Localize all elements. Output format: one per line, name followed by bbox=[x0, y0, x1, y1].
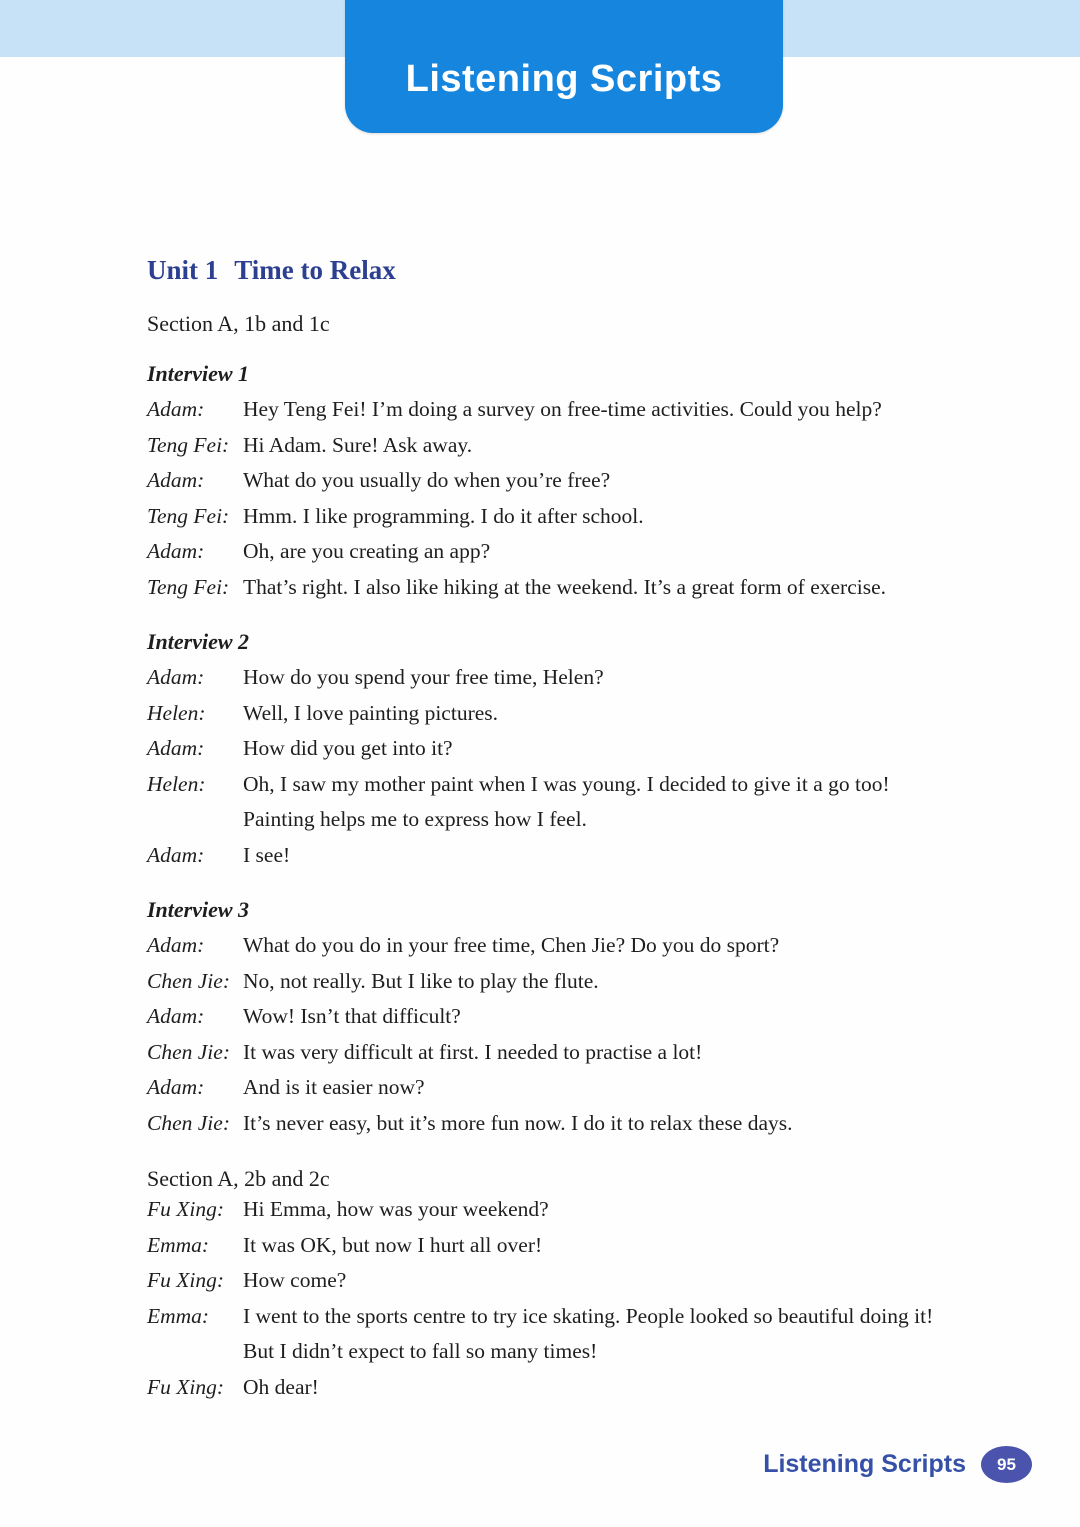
page-footer bbox=[763, 1446, 1032, 1483]
utterance-text bbox=[243, 1035, 992, 1071]
dialogue-line bbox=[147, 534, 992, 570]
utterance-line: Painting helps me to express how I feel. bbox=[243, 807, 587, 831]
dialogue-line bbox=[147, 696, 992, 732]
utterance-text bbox=[243, 696, 992, 732]
dialogue-line bbox=[147, 838, 992, 874]
utterance-text bbox=[243, 999, 992, 1035]
dialogue-line bbox=[147, 999, 992, 1035]
utterance-line: Oh, are you creating an app? bbox=[243, 539, 491, 563]
dialogue-line bbox=[147, 570, 992, 606]
utterance-text bbox=[243, 1370, 992, 1406]
utterance-line: How did you get into it? bbox=[243, 736, 453, 760]
utterance-line: And is it easier now? bbox=[243, 1075, 425, 1099]
speaker-name: Adam: bbox=[147, 665, 205, 689]
page-content bbox=[147, 133, 992, 1405]
utterance-text bbox=[243, 1263, 992, 1299]
dialogue-group bbox=[147, 629, 992, 873]
utterance-line: What do you do in your free time, Chen Jie? Do you do sport? bbox=[243, 933, 780, 957]
speaker-name: Adam: bbox=[147, 539, 205, 563]
dialogue-line bbox=[147, 1035, 992, 1071]
utterance-text bbox=[243, 767, 992, 838]
dialogue-line bbox=[147, 767, 992, 838]
interview-heading: Interview 3 bbox=[147, 897, 250, 922]
utterance-text bbox=[243, 838, 992, 874]
dialogue-line bbox=[147, 731, 992, 767]
speaker-name: Teng Fei: bbox=[147, 432, 230, 457]
dialogue-line bbox=[147, 1070, 992, 1106]
dialogue-line bbox=[147, 964, 992, 1000]
speaker-name: Adam: bbox=[147, 468, 205, 492]
dialogue-group bbox=[147, 1192, 992, 1405]
script-sections bbox=[147, 311, 992, 1405]
speaker-name: Adam: bbox=[147, 397, 205, 421]
dialogue-line bbox=[147, 1228, 992, 1264]
dialogue-group bbox=[147, 897, 992, 1141]
dialogue-line bbox=[147, 499, 992, 535]
utterance-text bbox=[243, 964, 992, 1000]
utterance-line: What do you usually do when you’re free? bbox=[243, 468, 611, 492]
page-number-badge: 95 bbox=[981, 1446, 1032, 1483]
interview-heading: Interview 1 bbox=[147, 361, 250, 386]
utterance-line: How come? bbox=[243, 1268, 347, 1292]
dialogue-line bbox=[147, 1192, 992, 1228]
utterance-line: I see! bbox=[243, 842, 291, 867]
unit-title bbox=[147, 255, 992, 286]
utterance-text bbox=[243, 1192, 992, 1228]
dialogue-line bbox=[147, 1263, 992, 1299]
utterance-text bbox=[243, 499, 992, 535]
utterance-text bbox=[243, 463, 992, 499]
utterance-line: Oh dear! bbox=[243, 1374, 319, 1399]
dialogue-line bbox=[147, 928, 992, 964]
utterance-text bbox=[243, 570, 992, 606]
section-heading: Section A, 2b and 2c bbox=[147, 1166, 330, 1191]
banner-title: Listening Scripts bbox=[405, 58, 723, 100]
utterance-line: How do you spend your free time, Helen? bbox=[243, 665, 604, 689]
utterance-line: But I didn’t expect to fall so many times! bbox=[243, 1339, 598, 1363]
speaker-name: Fu Xing: bbox=[147, 1374, 225, 1399]
utterance-line: No, not really. But I like to play the flute. bbox=[243, 968, 599, 993]
section bbox=[147, 1166, 992, 1405]
utterance-text bbox=[243, 1228, 992, 1264]
section bbox=[147, 311, 992, 1141]
footer-label: Listening Scripts bbox=[763, 1450, 966, 1478]
utterance-text bbox=[243, 534, 992, 570]
utterance-text bbox=[243, 392, 992, 428]
speaker-name: Adam: bbox=[147, 736, 205, 760]
speaker-name: Chen Jie: bbox=[147, 1110, 230, 1135]
speaker-name: Adam: bbox=[147, 1075, 205, 1099]
speaker-name: Chen Jie: bbox=[147, 968, 230, 993]
speaker-name: Helen: bbox=[147, 771, 206, 796]
dialogue-line bbox=[147, 660, 992, 696]
utterance-text bbox=[243, 928, 992, 964]
speaker-name: Fu Xing: bbox=[147, 1197, 225, 1221]
utterance-line: I went to the sports centre to try ice skating. People looked so beautiful doing it! bbox=[243, 1303, 934, 1328]
utterance-line: It was OK, but now I hurt all over! bbox=[243, 1232, 543, 1257]
utterance-text bbox=[243, 428, 992, 464]
utterance-text bbox=[243, 1070, 992, 1106]
unit-number: Unit 1 bbox=[147, 255, 219, 285]
utterance-line: Wow! Isn’t that difficult? bbox=[243, 1004, 461, 1028]
utterance-text bbox=[243, 731, 992, 767]
speaker-name: Teng Fei: bbox=[147, 574, 230, 599]
dialogue-line bbox=[147, 1299, 992, 1370]
speaker-name: Helen: bbox=[147, 700, 206, 725]
utterance-line: It’s never easy, but it’s more fun now. I do it to relax these days. bbox=[243, 1110, 793, 1135]
dialogue-line bbox=[147, 1370, 992, 1406]
utterance-line: Hey Teng Fei! I’m doing a survey on free-time activities. Could you help? bbox=[243, 397, 882, 421]
utterance-line: Hi Emma, how was your weekend? bbox=[243, 1197, 549, 1221]
speaker-name: Adam: bbox=[147, 933, 205, 957]
speaker-name: Emma: bbox=[147, 1232, 210, 1257]
utterance-line: It was very difficult at first. I needed to practise a lot! bbox=[243, 1039, 703, 1064]
speaker-name: Adam: bbox=[147, 1004, 205, 1028]
utterance-line: Hmm. I like programming. I do it after school. bbox=[243, 503, 644, 528]
speaker-name: Chen Jie: bbox=[147, 1039, 230, 1064]
dialogue-line bbox=[147, 428, 992, 464]
utterance-text bbox=[243, 660, 992, 696]
dialogue-line bbox=[147, 392, 992, 428]
dialogue-group bbox=[147, 361, 992, 605]
utterance-line: Oh, I saw my mother paint when I was young. I decided to give it a go too! bbox=[243, 771, 890, 796]
utterance-text bbox=[243, 1299, 992, 1370]
utterance-line: Well, I love painting pictures. bbox=[243, 700, 499, 725]
section-heading: Section A, 1b and 1c bbox=[147, 311, 330, 336]
interview-heading: Interview 2 bbox=[147, 629, 250, 654]
speaker-name: Fu Xing: bbox=[147, 1268, 225, 1292]
page-banner bbox=[345, 0, 783, 133]
speaker-name: Emma: bbox=[147, 1303, 210, 1328]
utterance-text bbox=[243, 1106, 992, 1142]
utterance-line: Hi Adam. Sure! Ask away. bbox=[243, 432, 473, 457]
dialogue-line bbox=[147, 1106, 992, 1142]
utterance-line: That’s right. I also like hiking at the weekend. It’s a great form of exercise. bbox=[243, 574, 886, 599]
unit-name: Time to Relax bbox=[234, 255, 396, 285]
speaker-name: Adam: bbox=[147, 842, 205, 867]
dialogue-line bbox=[147, 463, 992, 499]
speaker-name: Teng Fei: bbox=[147, 503, 230, 528]
